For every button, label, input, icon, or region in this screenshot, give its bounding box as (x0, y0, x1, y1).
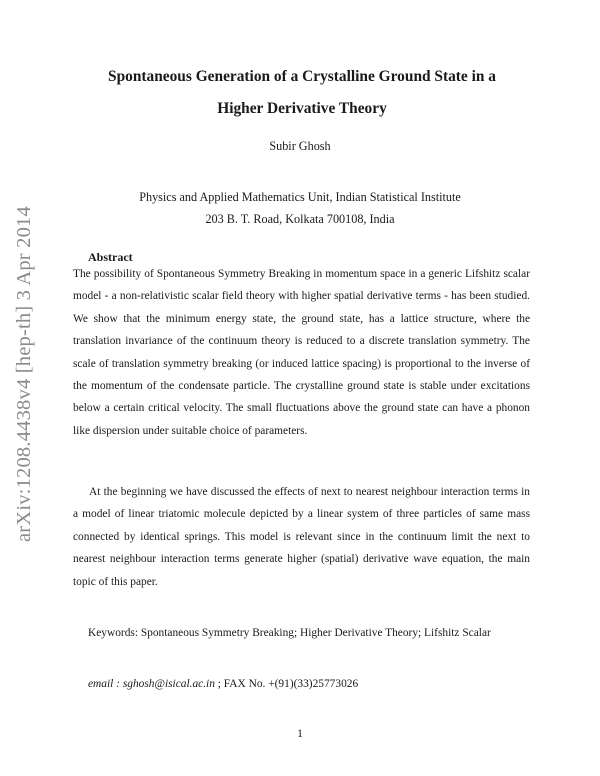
affiliation-line2: 203 B. T. Road, Kolkata 700108, India (205, 212, 395, 226)
paper-title-line2: Higher Derivative Theory (217, 100, 387, 117)
email-address[interactable]: sghosh@isical.ac.in (122, 678, 215, 690)
author-name: Subir Ghosh (269, 139, 331, 153)
paper-title-line1: Spontaneous Generation of a Crystalline Ground State in a (108, 68, 496, 85)
abstract-paragraph-1: The possibility of Spontaneous Symmetry Breaking in momentum space in a generic Lifshitz scalar model - a non-relativistic scalar field theory with higher spatial derivative terms - has been studied. We show that the minimum energy state, the ground state, has a lattice structure, where the translation invariance of the continuum theory is reduced to a discrete translation symmetry. The scale of translation symmetry breaking (or induced lattice spacing) is proportional to the inverse of the momentum of the condensate particle. The crystalline ground state is stable under excitations below a certain critical velocity. The small fluctuations above the ground state can have a phonon like dispersion under suitable choice of parameters. (73, 268, 530, 437)
arxiv-identifier: arXiv:1208.4438v4 [hep-th] 3 Apr 2014 (13, 206, 35, 542)
abstract-heading: Abstract (88, 250, 133, 264)
keywords: Keywords: Spontaneous Symmetry Breaking; Higher Derivative Theory; Lifshitz Scalar (88, 627, 491, 639)
abstract-paragraph-2: At the beginning we have discussed the effects of next to nearest neighbour interaction terms in a model of linear triatomic molecule depicted by a linear system of three particles of same mass connected by identical springs. This model is relevant since in the continuum limit the next to nearest neighbour interaction terms generate higher (spatial) derivative wave equation, the main topic of this paper. (73, 486, 530, 588)
affiliation-line1: Physics and Applied Mathematics Unit, Indian Statistical Institute (139, 190, 461, 204)
fax-number: ; FAX No. +(91)(33)25773026 (217, 678, 359, 690)
email-label: email : (88, 678, 120, 690)
page-number: 1 (297, 726, 303, 740)
contact-line (88, 678, 358, 690)
